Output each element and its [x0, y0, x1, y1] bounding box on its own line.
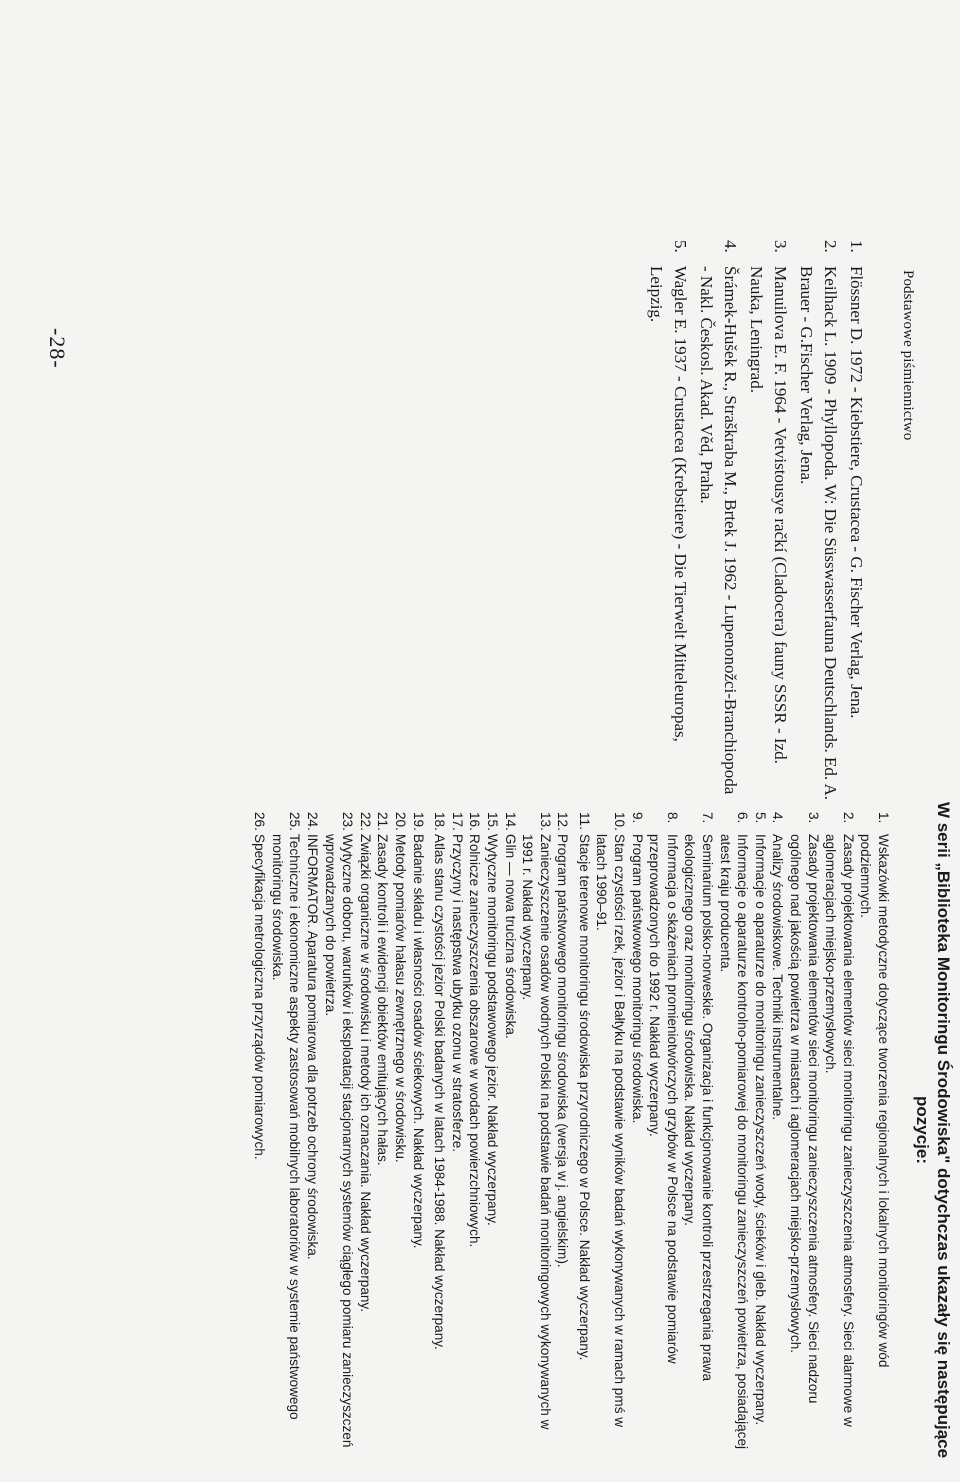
series-text: Informacje o aparaturze kontrolno-pomiarowej do monitoringu zanieczyszczeń powietrza, posiadającej atest kraju producenta.: [717, 834, 751, 1450]
series-text: INFORMATOR. Aparatura pomiarowa dla potrzeb ochrony środowiska.: [305, 834, 320, 1260]
series-item: [751, 812, 769, 1452]
reference-text: Manuilova E. F. 1964 - Vetvistousye račkí (Cladocera) fauny SSSR - Izd. Nauka, Leningrad.: [747, 266, 791, 764]
series-item: [786, 812, 821, 1452]
series-text: Związki organiczne w środowisku i metody ich oznaczania. Nakład wyczerpany.: [357, 834, 373, 1312]
series-number: 16.: [467, 812, 483, 831]
series-item: [303, 812, 321, 1452]
series-text: Glin — nowa trucizna środowiska.: [502, 834, 518, 1039]
series-text: Informacje o aparaturze do monitoringu zanieczyszczeń wody, ścieków i gleb. Nakład wyczerpany.: [752, 834, 768, 1426]
series-item: [822, 812, 857, 1452]
series-item: [519, 812, 554, 1452]
series-number: 3.: [805, 812, 821, 824]
series-item: [593, 812, 628, 1452]
reference-item: [844, 240, 869, 800]
reference-text: Šrámek-Hušek R., Straškraba M., Brtek J. 1962 - Lupenonožci-Branchiopoda - Nakl. Českosl. Akad. Věd, Praha.: [697, 266, 741, 795]
series-text: Program państwowego monitoringu środowiska (wersja w j. angielskim).: [555, 834, 571, 1268]
reference-text: Flössner D. 1972 - Kiebstiere, Crustacea - G. Fischer Verlag, Jena.: [847, 266, 866, 719]
reference-item: [644, 240, 693, 800]
series-text: Analizy środowiskowe. Techniki instrumentalne.: [770, 834, 786, 1121]
series-text: Zanieczyszczenie osadów wodnych Polski na podstawie badań monitoringowych wykonywanych w 1991 r. Nakład wyczerpany.: [520, 834, 553, 1430]
series-number: 26.: [252, 812, 268, 831]
reference-text: Keilhack L. 1909 - Phyllopoda. W: Die Süsswasserfauna Deutschlands. Ed. A. Brauer - G.Fischer Verlag, Jena.: [797, 266, 841, 800]
series-text: Zasady projektowania elementów sieci monitoringu zanieczyszczenia atmosfery. Sieci nadzoru ogólnego nad jakością powietrza w miastach i aglomeracjach miejsko-przemysłowych.: [788, 834, 821, 1404]
series-item: [431, 812, 449, 1452]
series-item: [554, 812, 572, 1452]
series-item: [681, 812, 716, 1452]
series-item: [716, 812, 751, 1452]
reference-number: 5.: [671, 240, 691, 253]
series-number: 6.: [735, 812, 751, 824]
reference-item: [694, 240, 743, 800]
series-text: Zasady kontroli i ewidencji obiektów emitujących hałas.: [375, 834, 391, 1166]
series-text: Wytyczne monitoringu podstawowego jezior. Nakład wyczerpany.: [484, 834, 500, 1226]
series-item: [374, 812, 392, 1452]
series-number: 18.: [432, 812, 448, 831]
series-number: 15.: [484, 812, 500, 831]
series-text: Stan czystości rzek, jezior i Bałtyku na podstawie wyników badań wykonywanych w ramach pmś w latach 1990–91.: [594, 834, 628, 1428]
series-number: 8.: [664, 812, 680, 824]
series-item: [501, 812, 519, 1452]
series-number: 7.: [700, 812, 716, 824]
reference-number: 2.: [821, 240, 841, 253]
reference-item: [744, 240, 793, 800]
series-item: [769, 812, 787, 1452]
series-text: Metody pomiarów hałasu zewnętrznego w środowisku.: [392, 834, 408, 1163]
reference-number: 4.: [721, 240, 741, 253]
reference-number: 3.: [771, 240, 791, 253]
series-page: [0, 800, 960, 1480]
series-text: Przyczyny i następstwa ubytku ozonu w stratosferze.: [449, 834, 465, 1153]
series-number: 22.: [357, 812, 373, 831]
series-number: 24.: [305, 812, 320, 831]
references-heading: Podstawowe piśmiennictwo: [900, 270, 916, 441]
series-number: 5.: [752, 812, 768, 824]
series-number: 12.: [555, 812, 571, 831]
series-text: Seminarium polsko-norweskie. Organizacja i funkcjonowanie kontroli przestrzegania prawa ekologicznego oraz monitoringu środowiska. Nakład wyczerpany.: [682, 834, 716, 1382]
series-title: W serii „Biblioteka Monitoringu Środowiska" dotychczas ukazały się następujące pozycje:: [913, 801, 953, 1459]
series-item: [448, 812, 466, 1452]
series-item: [321, 812, 356, 1452]
series-text: Techniczne i ekonomiczne aspekty zastosowań mobilnych laboratoriów w systemie państwowego monitoringu środowiska.: [269, 834, 303, 1420]
series-item: [628, 812, 646, 1452]
series-number: 4.: [770, 812, 786, 824]
series-item: [575, 812, 593, 1452]
series-text: Informacja o skażeniach promieniotwórczych grzybów w Polsce na podstawie pomiarów przeprowadzonych do 1992 r. Nakład wyczerpany.: [647, 834, 680, 1364]
series-number: 17.: [449, 812, 465, 831]
series-item: [356, 812, 374, 1452]
series-number: 10.: [612, 812, 628, 831]
series-number: 2.: [840, 812, 856, 824]
page-number: -28-: [45, 328, 70, 369]
reference-item: [794, 240, 843, 800]
reference-number: 1.: [847, 240, 866, 253]
series-number: 25.: [287, 812, 303, 831]
series-item: [391, 812, 409, 1452]
series-text: Atlas stanu czystości jezior Polski badanych w latach 1984-1988. Nakład wyczerpany.: [432, 834, 448, 1350]
series-number: 20.: [392, 812, 408, 831]
series-number: 14.: [502, 812, 518, 831]
series-item: [483, 812, 501, 1452]
series-number: 21.: [375, 812, 391, 831]
series-number: 11.: [576, 812, 592, 830]
series-number: 9.: [629, 812, 645, 824]
series-list: [251, 812, 892, 1452]
series-item: [466, 812, 484, 1452]
series-text: Wskazówki metodyczne dotyczące tworzenia regionalnych i lokalnych monitoringów wód podziemnych.: [858, 834, 891, 1368]
series-text: Program państwowego monitoringu środowiska.: [629, 834, 645, 1124]
reference-text: Wagler E. 1937 - Crustacea (Krebstiere) - Die Tierwelt Mitteleuropas, Leipzig.: [647, 266, 691, 742]
series-item: [646, 812, 681, 1452]
references-list: [643, 240, 869, 800]
series-item: [409, 812, 427, 1452]
series-text: Zasady projektowania elementów sieci monitoringu zanieczyszczenia atmosfery. Sieci alarmowe w aglomeracjach miejsko-przemysłowych.: [823, 834, 856, 1427]
series-text: Stacje terenowe monitoringu środowiska przyrodniczego w Polsce. Nakład wyczerpany.: [576, 834, 592, 1361]
series-item: [251, 812, 269, 1452]
series-number: 23.: [340, 812, 356, 831]
series-item: [268, 812, 303, 1452]
series-text: Wytyczne doboru, warunków i eksploatacji stacjonarnych systemów ciągłego pomiaru zanieczyszczeń wprowadzanych do powietrza.: [322, 834, 356, 1448]
series-text: Specyfikacja metrologiczna przyrządów pomiarowych.: [252, 834, 268, 1160]
series-text: Rolnicze zanieczyszczenia obszarowe w wodach powierzchniowych.: [467, 834, 483, 1248]
series-number: 19.: [410, 812, 426, 831]
series-number: 1.: [876, 812, 891, 824]
series-number: 13.: [537, 812, 553, 831]
series-item: [857, 812, 892, 1452]
series-text: Badanie składu i własności osadów ściekowych. Nakład wyczerpany.: [410, 834, 426, 1249]
